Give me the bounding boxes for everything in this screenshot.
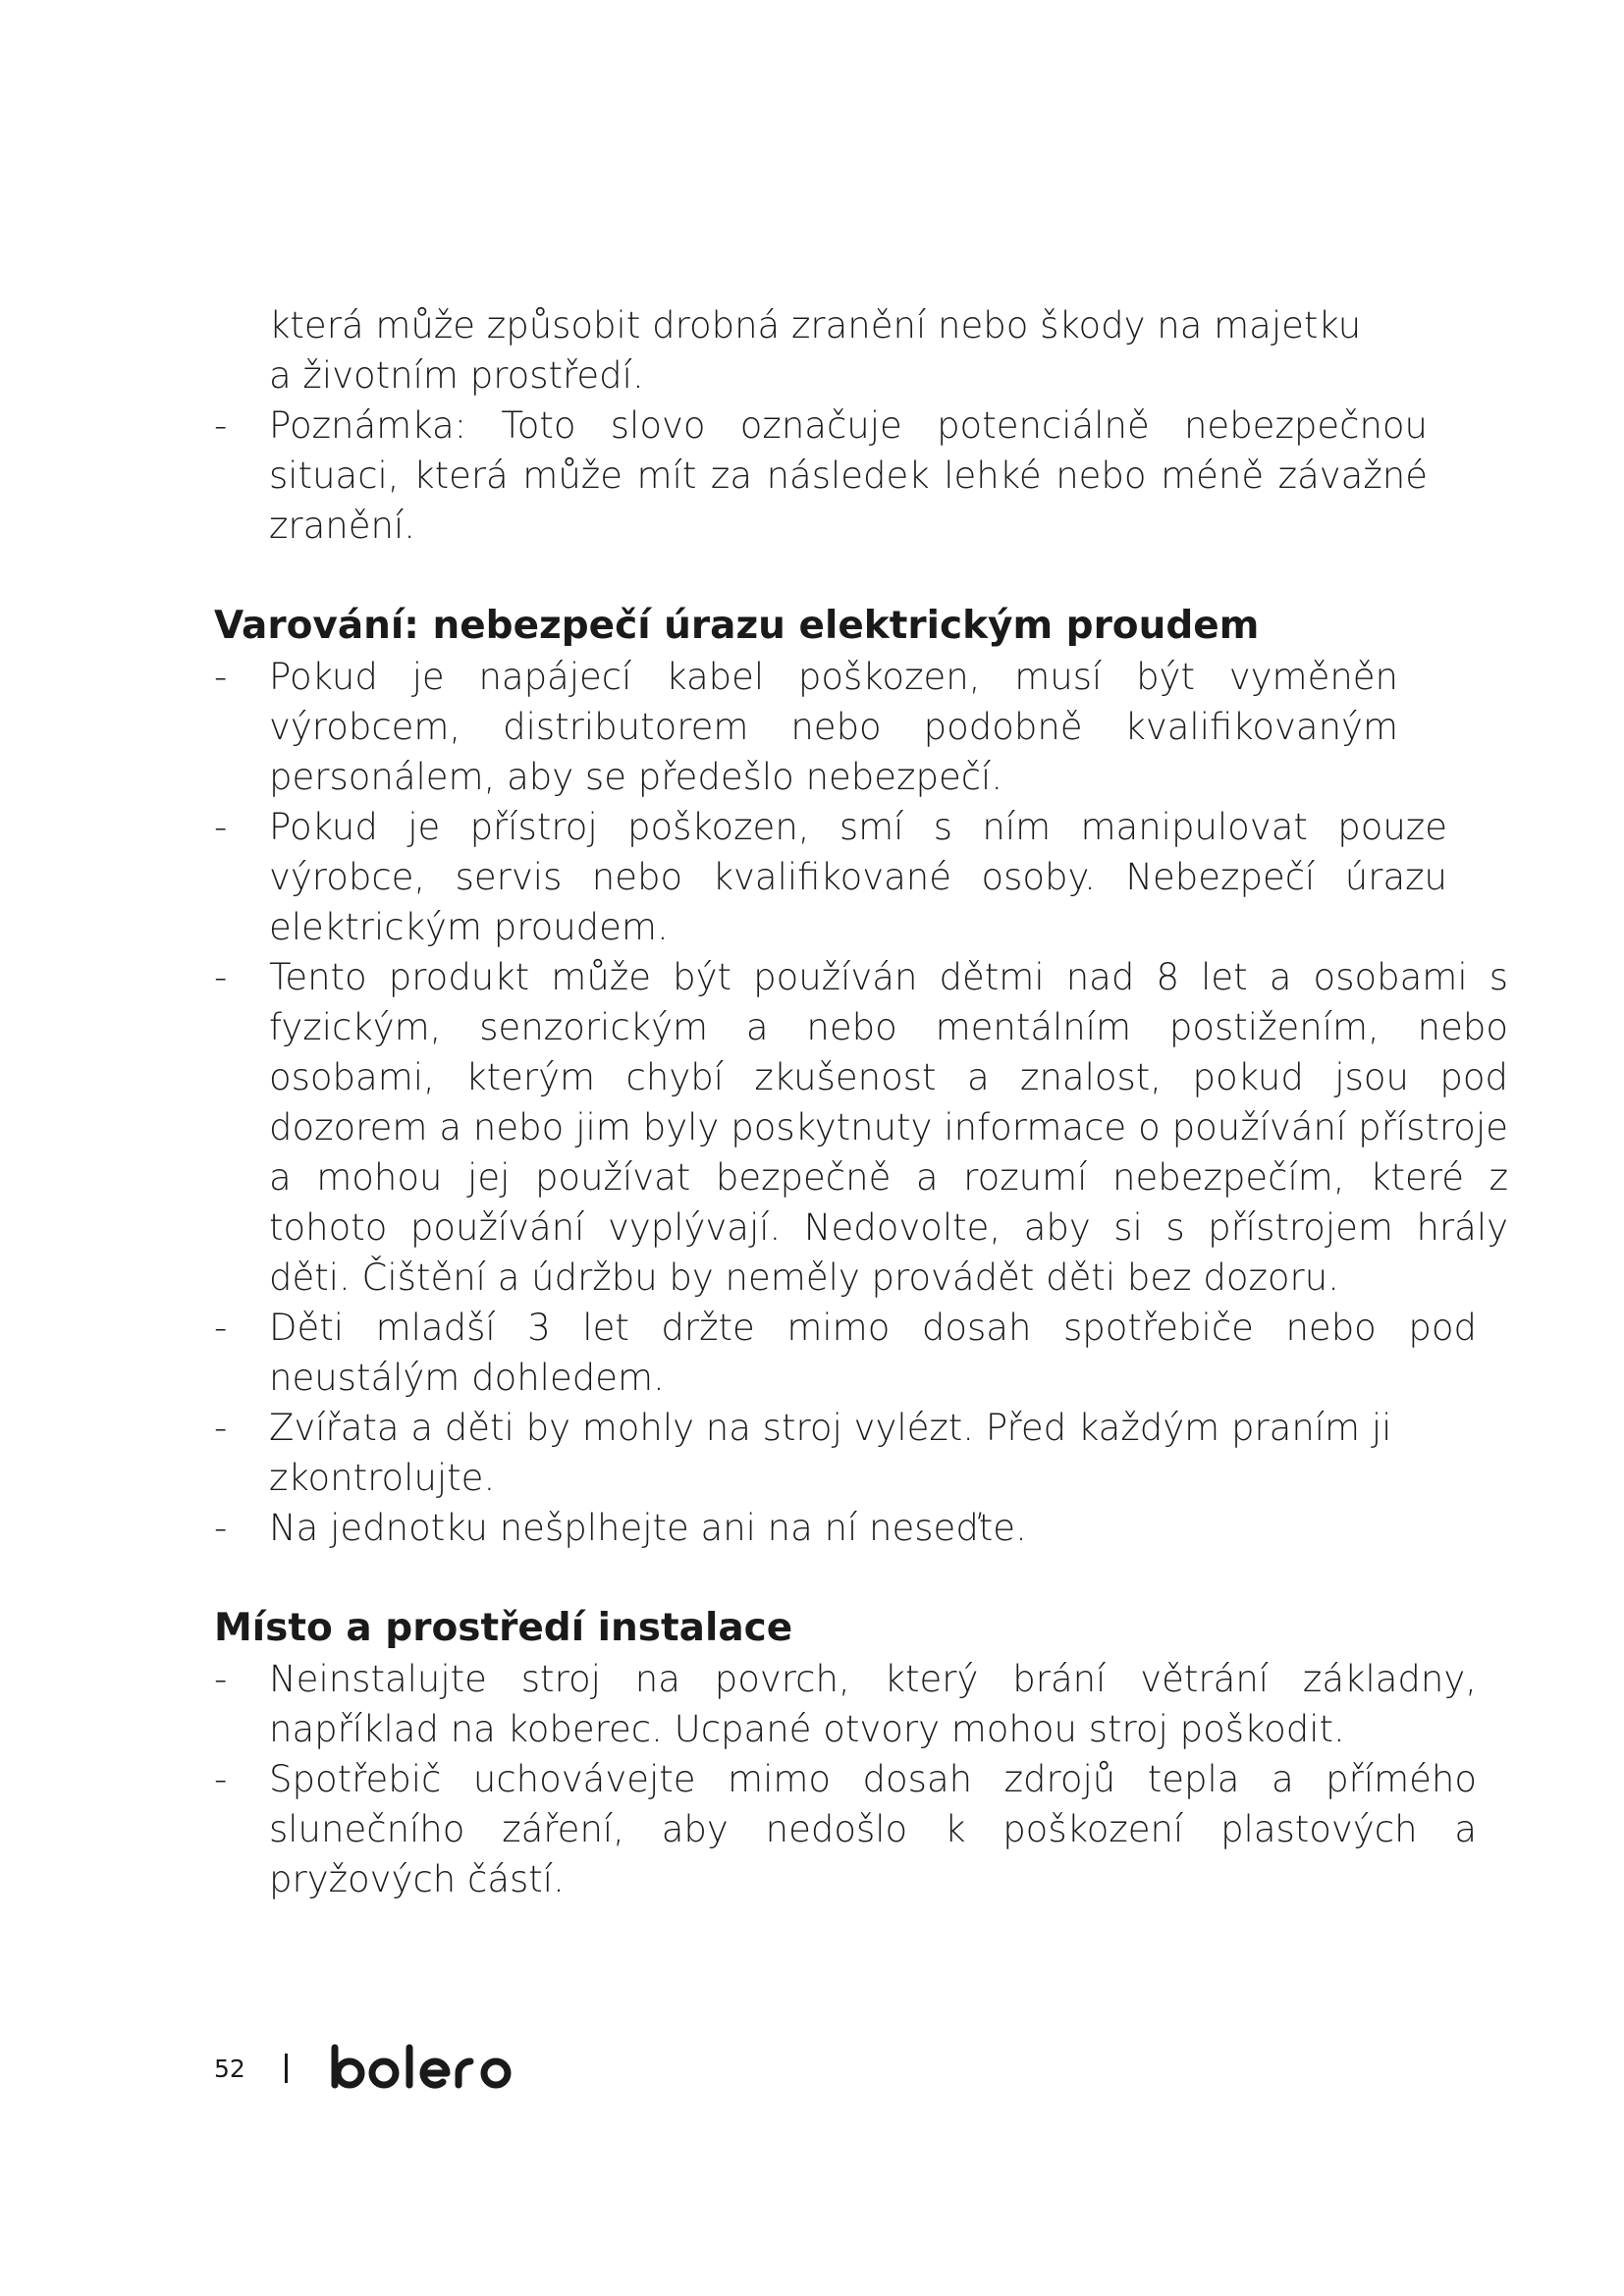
note-text: Poznámka: Toto slovo označuje potenciálně nebezpečnou situaci, která může mít za následek lehké nebo méně závažné zranění.	[269, 404, 1428, 547]
list-item	[214, 1503, 1467, 1553]
list-item	[214, 652, 1398, 802]
list-item	[214, 1754, 1477, 1904]
list-item	[214, 1303, 1477, 1403]
bullet-dash: -	[214, 404, 228, 447]
list-item-text: Pokud je napájecí kabel poškozen, musí být vyměněn výrobcem, distributorem nebo podobně kvalifikovaným personálem, aby se předešlo nebezpečí.	[269, 656, 1398, 798]
list-item-text: Pokud je přístroj poškozen, smí s ním manipulovat pouze výrobce, servis nebo kvalifikované osoby. Nebezpečí úrazu elektrickým proudem.	[269, 806, 1447, 948]
list-item	[214, 1654, 1477, 1754]
bullet-dash: -	[214, 806, 228, 848]
list-item-text: Spotřebič uchovávejte mimo dosah zdrojů tepla a přímého slunečního záření, aby nedošlo k poškození plastových a pryžových částí.	[269, 1758, 1477, 1900]
page-content	[214, 300, 1508, 1904]
page-number: 52	[214, 2054, 245, 2083]
section-heading-install: Místo a prostředí instalace	[214, 1606, 793, 1650]
bullet-dash: -	[214, 1658, 228, 1700]
list-item-text: Neinstalujte stroj na povrch, který brání větrání základny, například na koberec. Ucpané otvory mohou stroj poškodit.	[269, 1658, 1477, 1750]
list-item	[214, 1403, 1467, 1503]
list-item	[214, 802, 1447, 952]
intro-line-1: která může způsobit drobná zranění nebo škody na majetku	[269, 304, 1362, 347]
list-item-text: Zvířata a děti by mohly na stroj vylézt. Před každým praním ji zkontrolujte.	[269, 1407, 1392, 1499]
bullet-dash: -	[214, 956, 228, 998]
bullet-dash: -	[214, 1507, 228, 1549]
brand-logo	[327, 2044, 523, 2093]
bullet-dash: -	[214, 1307, 228, 1349]
bullet-dash: -	[214, 656, 228, 698]
list-item-text: Tento produkt může být používán dětmi nad 8 let a osobami s fyzickým, senzorickým a nebo mentálním postižením, nebo osobami, kterým chybí zkušenost a znalost, pokud jsou pod dozorem a nebo jim byly poskytnuty informace o používání přístroje a mohou jej používat bezpečně a rozumí nebezpečím, které z tohoto používání vyplývají. Nedovolte, aby si s přístrojem hrály děti. Čištění a údržbu by neměly provádět děti bez dozoru.	[269, 956, 1508, 1299]
page-footer	[214, 2039, 523, 2098]
bullet-dash: -	[214, 1407, 228, 1449]
section-heading-electric: Varování: nebezpečí úrazu elektrickým proudem	[214, 604, 1260, 648]
note-item	[214, 400, 1428, 551]
list-item	[214, 952, 1508, 1303]
list-item-text: Na jednotku nešplhejte ani na ní neseďte.	[269, 1507, 1027, 1549]
intro-line-2: a životním prostředí.	[269, 354, 644, 397]
bullet-dash: -	[214, 1758, 228, 1800]
footer-divider	[285, 2054, 288, 2083]
list-item-text: Děti mladší 3 let držte mimo dosah spotřebiče nebo pod neustálým dohledem.	[269, 1307, 1477, 1399]
